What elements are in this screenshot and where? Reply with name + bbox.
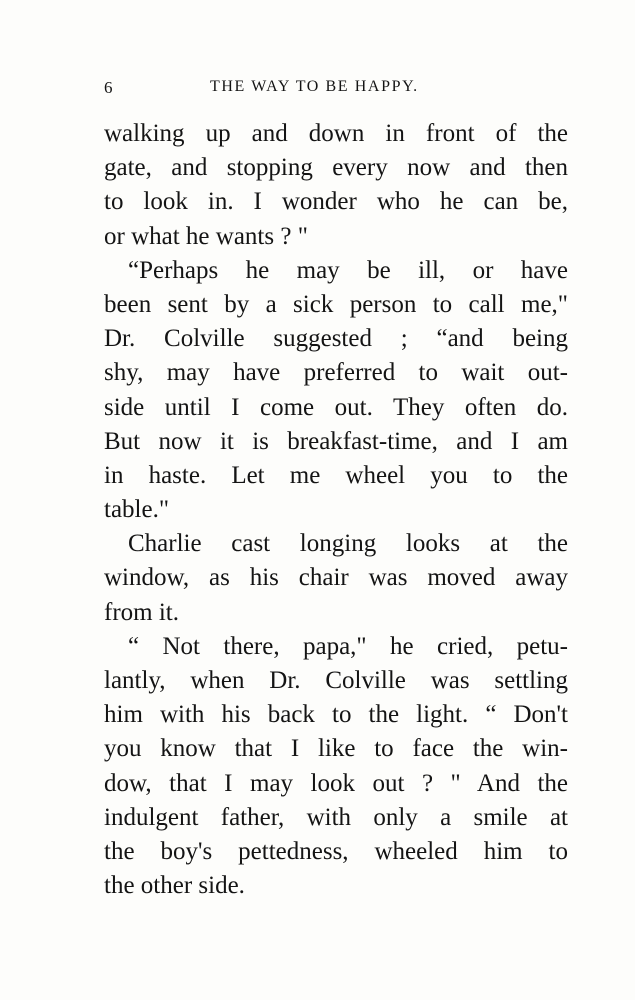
text-line: side until I come out. They often do.	[104, 393, 568, 421]
text-line: the boy's pettedness, wheeled him to	[104, 837, 568, 865]
page-number: 6	[104, 78, 113, 97]
text-line: table."	[104, 496, 170, 524]
text-line: “Perhaps he may be ill, or have	[128, 256, 568, 284]
text-line: been sent by a sick person to call me,"	[104, 290, 568, 318]
text-line: indulgent father, with only a smile at	[104, 803, 568, 831]
text-line: to look in. I wonder who he can be,	[104, 188, 568, 216]
text-line: you know that I like to face the win-	[104, 735, 568, 763]
text-line: shy, may have preferred to wait out-	[104, 359, 568, 387]
text-line: gate, and stopping every now and then	[104, 154, 568, 182]
text-line: from it.	[104, 598, 179, 626]
text-line: Dr. Colville suggested ; “and being	[104, 325, 568, 353]
text-line: Charlie cast longing looks at the	[128, 530, 568, 558]
text-line: walking up and down in front of the	[104, 120, 568, 147]
text-line: dow, that I may look out ? " And the	[104, 769, 568, 797]
text-line: But now it is breakfast-time, and I am	[104, 427, 568, 455]
running-title: THE WAY TO BE HAPPY.	[210, 78, 419, 95]
text-line: him with his back to the light. “ Don't	[104, 701, 568, 729]
text-line: the other side.	[104, 872, 245, 900]
page-header	[104, 78, 568, 100]
body-text	[104, 117, 568, 903]
text-line: or what he wants ? "	[104, 222, 308, 250]
text-line: “ Not there, papa," he cried, petu-	[128, 632, 568, 660]
text-line: lantly, when Dr. Colville was settling	[104, 667, 568, 694]
text-line: in haste. Let me wheel you to the	[104, 461, 568, 489]
text-line: window, as his chair was moved away	[104, 564, 568, 592]
